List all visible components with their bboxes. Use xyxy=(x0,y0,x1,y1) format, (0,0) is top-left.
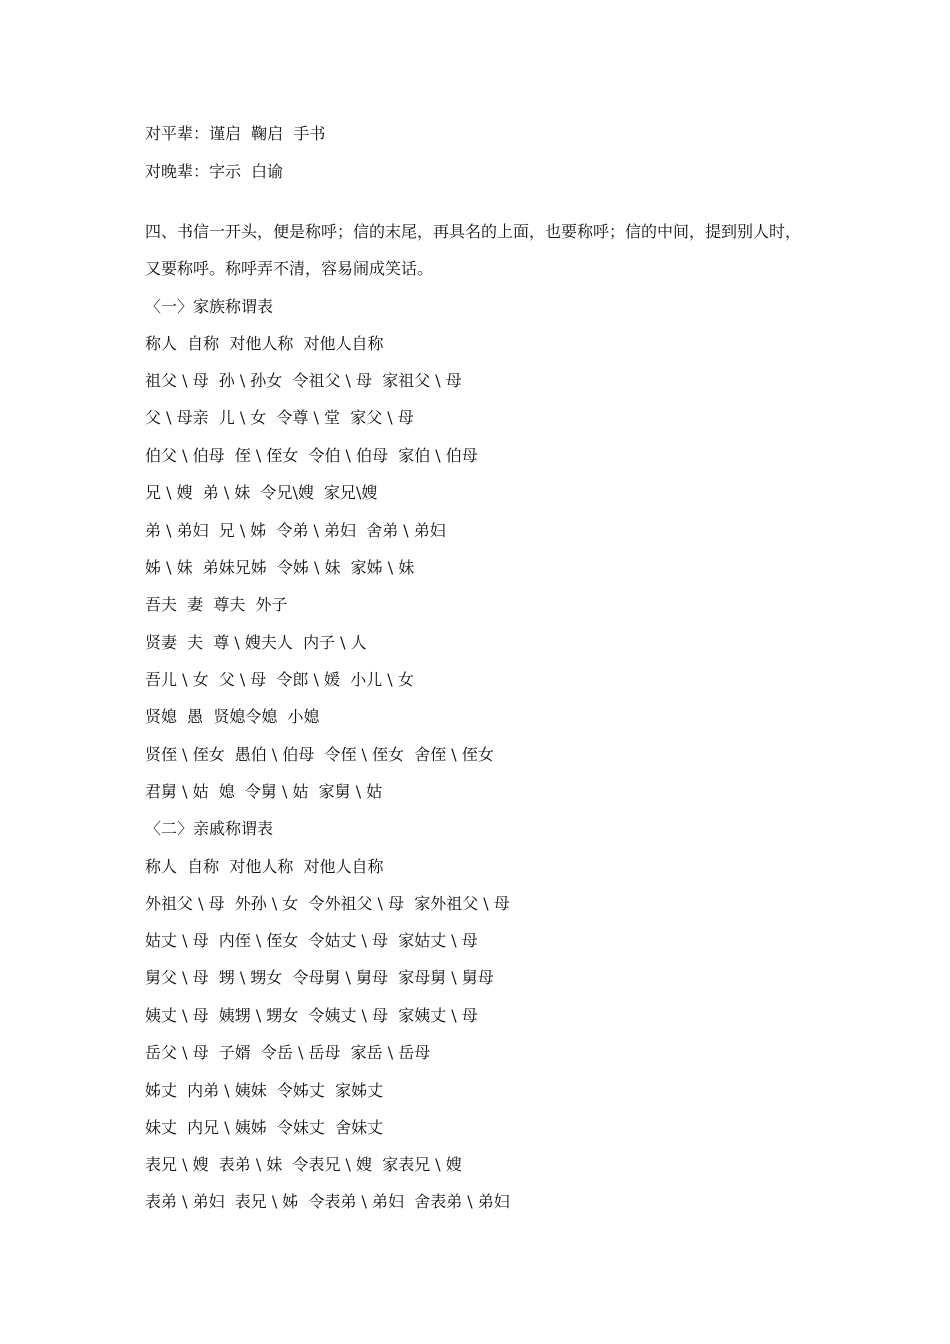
family-table-row: 姊 \ 妹 弟妹兄姊 令姊 \ 妹 家姊 \ 妹 xyxy=(145,558,415,577)
family-table-header: 称人 自称 对他人称 对他人自称 xyxy=(145,334,384,353)
family-table-row: 君舅 \ 姑 媳 令舅 \ 姑 家舅 \ 姑 xyxy=(145,782,383,801)
section-heading-family-titles: 〈一〉家族称谓表 xyxy=(145,297,274,316)
family-table-row: 吾儿 \ 女 父 \ 母 令郎 \ 媛 小儿 \ 女 xyxy=(145,670,414,689)
relative-table-row: 表兄 \ 嫂 表弟 \ 妹 令表兄 \ 嫂 家表兄 \ 嫂 xyxy=(145,1155,462,1174)
relative-table-row: 岳父 \ 母 子婿 令岳 \ 岳母 家岳 \ 岳母 xyxy=(145,1043,431,1062)
relative-table-row: 舅父 \ 母 甥 \ 甥女 令母舅 \ 舅母 家母舅 \ 舅母 xyxy=(145,968,494,987)
text-line-peer-salutation: 对平辈：谨启 鞠启 手书 xyxy=(145,124,326,143)
family-table-row: 父 \ 母亲 儿 \ 女 令尊 \ 堂 家父 \ 母 xyxy=(145,408,414,427)
relative-table-row: 妹丈 内兄 \ 姨姊 令妹丈 舍妹丈 xyxy=(145,1118,384,1137)
family-table-row: 祖父 \ 母 孙 \ 孙女 令祖父 \ 母 家祖父 \ 母 xyxy=(145,371,462,390)
family-table-row: 吾夫 妻 尊夫 外子 xyxy=(145,595,288,614)
family-table-row: 贤妻 夫 尊 \ 嫂夫人 内子 \ 人 xyxy=(145,633,367,652)
section-heading-relative-titles: 〈二〉亲戚称谓表 xyxy=(145,819,274,838)
relative-table-row: 姨丈 \ 母 姨甥 \ 甥女 令姨丈 \ 母 家姨丈 \ 母 xyxy=(145,1006,478,1025)
paragraph-four-line-2: 又要称呼。称呼弄不清，容易闹成笑话。 xyxy=(145,259,434,278)
relative-table-row: 外祖父 \ 母 外孙 \ 女 令外祖父 \ 母 家外祖父 \ 母 xyxy=(145,894,510,913)
text-line-junior-salutation: 对晚辈：字示 白谕 xyxy=(145,162,284,181)
family-table-row: 兄 \ 嫂 弟 \ 妹 令兄\嫂 家兄\嫂 xyxy=(145,483,378,502)
family-table-row: 贤侄 \ 侄女 愚伯 \ 伯母 令侄 \ 侄女 舍侄 \ 侄女 xyxy=(145,745,494,764)
relative-table-row: 姊丈 内弟 \ 姨妹 令姊丈 家姊丈 xyxy=(145,1081,384,1100)
relative-table-header: 称人 自称 对他人称 对他人自称 xyxy=(145,857,384,876)
relative-table-row: 表弟 \ 弟妇 表兄 \ 姊 令表弟 \ 弟妇 舍表弟 \ 弟妇 xyxy=(145,1192,510,1211)
family-table-row: 贤媳 愚 贤媳令媳 小媳 xyxy=(145,707,320,726)
family-table-row: 伯父 \ 伯母 侄 \ 侄女 令伯 \ 伯母 家伯 \ 伯母 xyxy=(145,446,478,465)
paragraph-four-line-1: 四、书信一开头，便是称呼；信的末尾，再具名的上面，也要称呼；信的中间，提到别人时， xyxy=(145,222,802,241)
relative-table-row: 姑丈 \ 母 内侄 \ 侄女 令姑丈 \ 母 家姑丈 \ 母 xyxy=(145,931,478,950)
family-table-row: 弟 \ 弟妇 兄 \ 姊 令弟 \ 弟妇 舍弟 \ 弟妇 xyxy=(145,521,446,540)
